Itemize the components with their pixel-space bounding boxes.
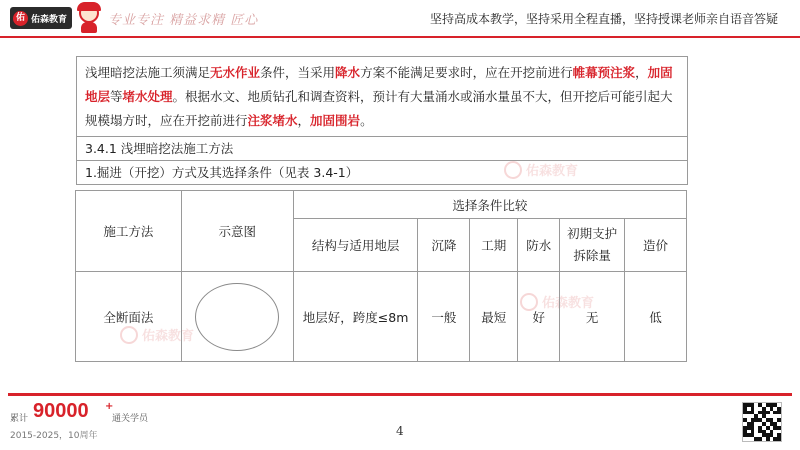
header-support-line2: 拆除量	[573, 248, 611, 263]
paragraph-text: 等	[110, 89, 123, 104]
qr-code-icon[interactable]	[742, 402, 782, 442]
header-method: 施工方法	[76, 191, 182, 272]
highlight-term: 堵水处理	[122, 89, 173, 104]
paragraph-text: 条件，当采用	[260, 65, 336, 80]
cell-settlement: 一般	[418, 272, 470, 362]
footer-plus: +	[105, 401, 114, 412]
footer-years: 2015-2025，10周年	[10, 431, 98, 441]
page-number: 4	[396, 424, 404, 438]
content-block	[76, 56, 688, 185]
page-header	[0, 0, 800, 36]
watermark: 佑森教育	[120, 325, 194, 344]
watermark: 佑森教育	[520, 292, 594, 311]
header-waterproof: 防水	[518, 219, 560, 272]
full-section-diagram	[195, 283, 279, 351]
intro-paragraph	[77, 57, 687, 137]
footer-count: 90000	[33, 400, 89, 422]
header-duration: 工期	[470, 219, 518, 272]
header-motto: 坚持高成本教学，坚持采用全程直播，坚持授课老师亲自语音答疑	[429, 12, 778, 26]
brand-logo-icon: 佑	[13, 11, 28, 26]
header-divider	[0, 36, 800, 38]
header-settlement: 沉降	[418, 219, 470, 272]
cell-cost: 低	[625, 272, 687, 362]
highlight-term: 降水	[335, 65, 361, 80]
table-row	[76, 272, 687, 362]
header-structure: 结构与适用地层	[293, 219, 418, 272]
header-support	[560, 219, 625, 272]
highlight-term: 加固围岩	[310, 113, 361, 128]
paragraph-text: 。	[360, 113, 373, 128]
cell-waterproof: 好	[518, 272, 560, 362]
mascot-icon	[76, 3, 102, 33]
section-title: 3.4.1 浅埋暗挖法施工方法	[77, 137, 687, 161]
cell-diagram	[181, 272, 293, 362]
subsection-title: 1.掘进（开挖）方式及其选择条件（见表 3.4-1）	[77, 161, 687, 185]
footer-lead: 累计	[10, 414, 29, 424]
cell-structure: 地层好，跨度≤8m	[293, 272, 418, 362]
header-slogan: 专业专注 精益求精 匠心	[108, 13, 259, 28]
cell-method: 全断面法	[76, 272, 182, 362]
highlight-term: 无水作业	[210, 65, 261, 80]
paragraph-text: 方案不能满足要求时，应在开挖前进行	[360, 65, 573, 80]
paragraph-text: 浅埋暗挖法施工须满足	[85, 65, 211, 80]
footer-tail: 通关学员	[112, 414, 149, 424]
brand-logo-text: 佑森教育	[31, 14, 68, 25]
footer-divider	[8, 393, 792, 396]
highlight-term: 加固地层	[85, 65, 673, 104]
highlight-term: 帷幕预注浆	[572, 65, 636, 80]
header-cost: 造价	[625, 219, 687, 272]
header-support-line1: 初期支护	[567, 226, 618, 241]
cell-support-removal: 无	[560, 272, 625, 362]
header-group: 选择条件比较	[293, 191, 686, 219]
highlight-term: 注浆堵水	[247, 113, 298, 128]
selection-table	[76, 190, 688, 362]
brand-logo	[10, 7, 72, 29]
paragraph-text: ，	[297, 113, 311, 128]
cell-duration: 最短	[470, 272, 518, 362]
paragraph-text: ，	[635, 65, 648, 80]
paragraph-text: 。根据水文、地质钻孔和调查资料，预计有大量涌水或涌水量虽不大，但开挖后可能引起大规模塌方时，应在开挖前进行	[85, 89, 673, 128]
watermark: 佑森教育	[504, 160, 578, 179]
header-diagram: 示意图	[181, 191, 293, 272]
